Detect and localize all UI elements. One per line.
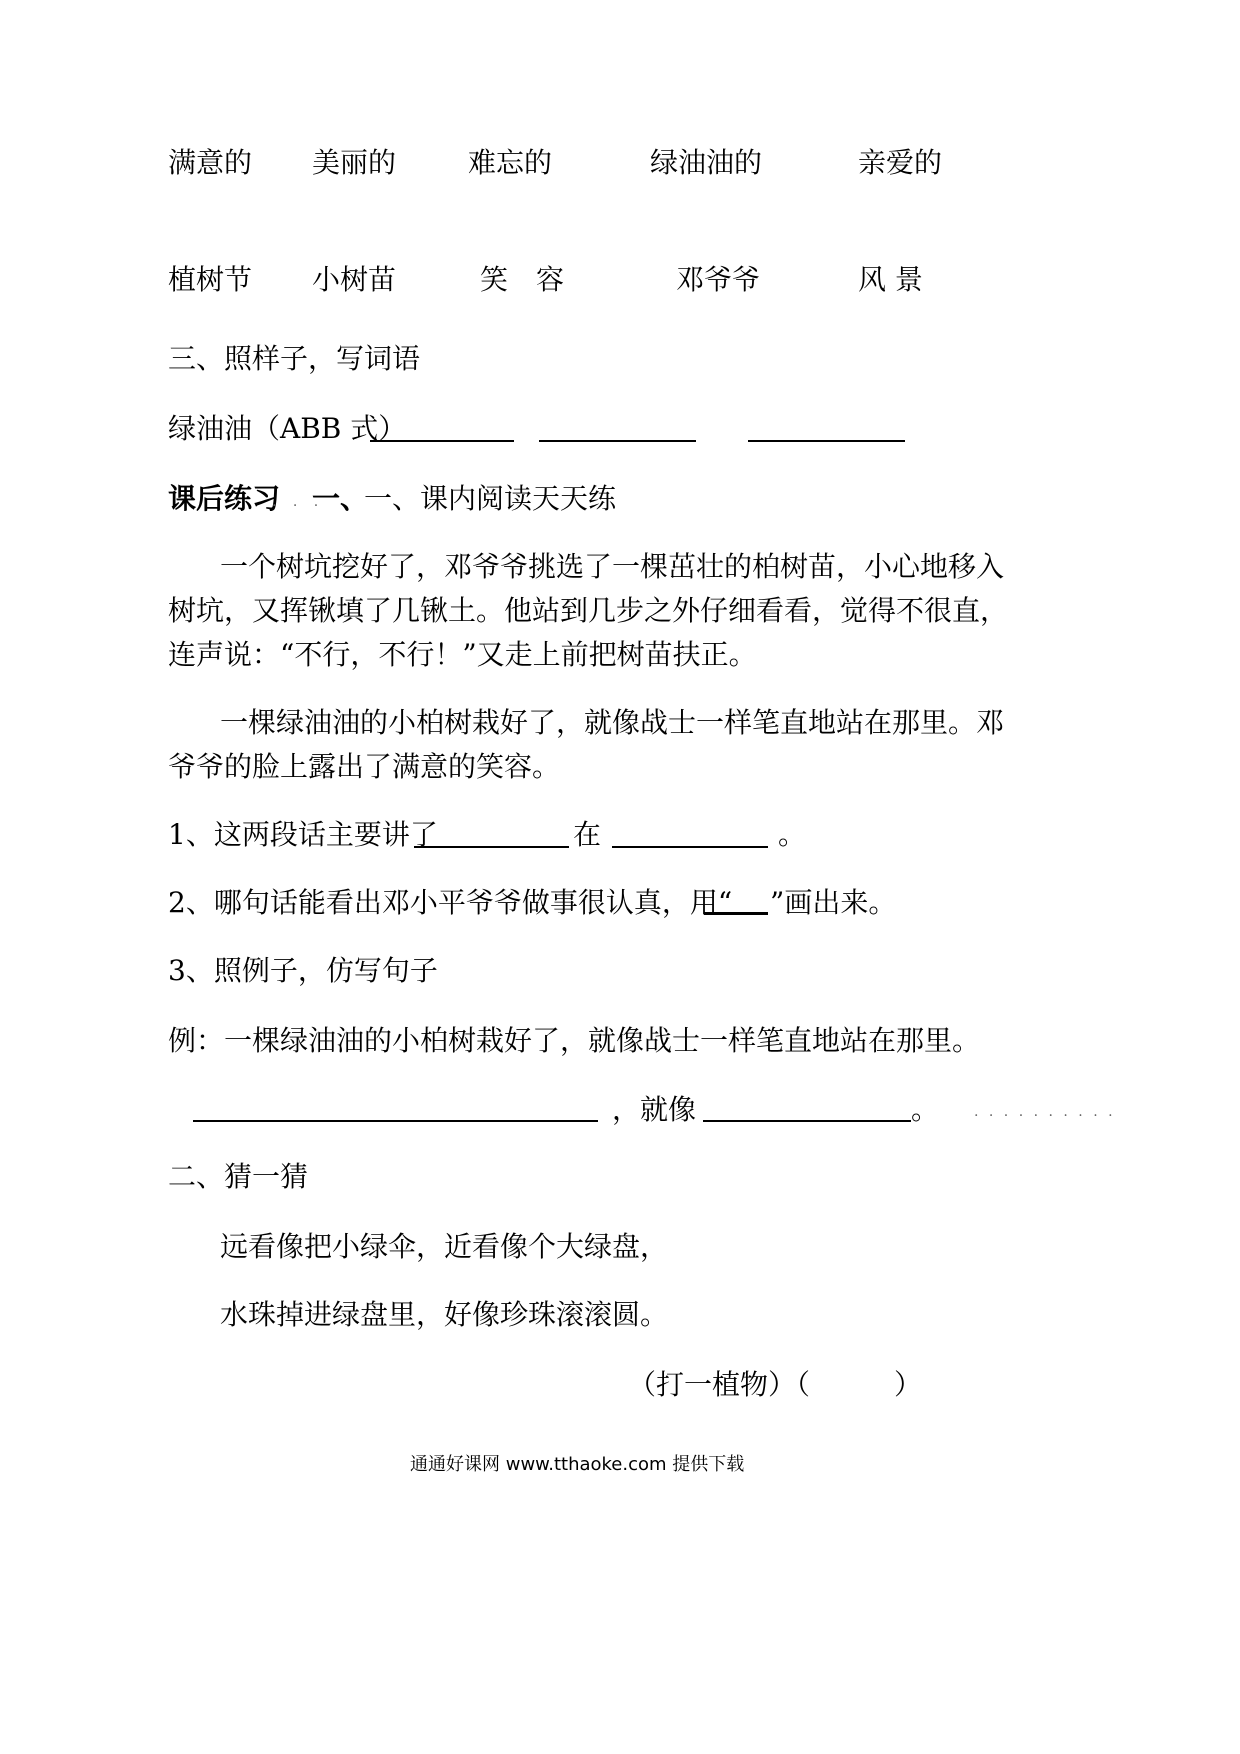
riddle-heading: 二、猜一猜 — [168, 1160, 309, 1193]
question-1: 1、这两段话主要讲了 — [168, 818, 438, 851]
word: 风 景 — [858, 263, 923, 296]
paragraph1-line1: 一个树坑挖好了，邓爷爷挑选了一棵茁壮的柏树苗，小心地移入 — [220, 550, 1005, 583]
q1-middle: 在 — [573, 818, 602, 851]
q1-blank-1[interactable] — [414, 846, 569, 848]
abb-blank-2[interactable] — [539, 440, 696, 442]
word: 绿油油的 — [650, 146, 763, 179]
question-3: 3、照例子，仿写句子 — [168, 954, 438, 987]
section1-heading-num: 一、 — [312, 482, 369, 515]
riddle-line-1: 远看像把小绿伞，近看像个大绿盘， — [220, 1230, 669, 1263]
paragraph2-line1: 一棵绿油油的小柏树栽好了，就像战士一样笔直地站在那里。邓 — [220, 706, 1005, 739]
section1-heading: 一、课内阅读天天练 — [364, 482, 617, 515]
word: 邓爷爷 — [676, 263, 761, 296]
q2-suffix: ”画出来。 — [770, 886, 897, 919]
word: 小树苗 — [312, 263, 397, 296]
footer-source: 通通好课网 www.tthaoke.com 提供下载 — [410, 1454, 745, 1475]
word: 满意的 — [168, 146, 253, 179]
abb-blank-1[interactable] — [370, 440, 514, 442]
riddle-hint: （打一植物）（ ） — [628, 1368, 923, 1401]
imitate-middle: ，就像 — [612, 1093, 697, 1126]
q1-end: 。 — [778, 818, 807, 851]
word: 难忘的 — [468, 146, 553, 179]
example-sentence: 例：一棵绿油油的小柏树栽好了，就像战士一样笔直地站在那里。 — [168, 1024, 981, 1057]
trailing-dots: . . . . . . . . . . — [974, 1104, 1116, 1120]
word: 美丽的 — [312, 146, 397, 179]
question-2: 2、哪句话能看出邓小平爷爷做事很认真，用“ — [168, 886, 733, 919]
riddle-line-2: 水珠掉进绿盘里，好像珍珠滚滚圆。 — [220, 1298, 669, 1331]
paragraph1-line3: 连声说：“不行，不行！”又走上前把树苗扶正。 — [168, 638, 757, 671]
paragraph2-line2: 爷爷的脸上露出了满意的笑容。 — [168, 750, 561, 783]
word: 亲爱的 — [858, 146, 943, 179]
practice-title: 课后练习 — [168, 482, 281, 515]
section3-heading: 三、照样子，写词语 — [168, 342, 421, 375]
word: 植树节 — [168, 263, 253, 296]
word: 笑 容 — [480, 263, 565, 296]
q1-blank-2[interactable] — [612, 846, 768, 848]
title-dots: . . . — [272, 494, 325, 510]
imitate-end: 。 — [911, 1093, 940, 1126]
imitate-blank-2[interactable] — [703, 1120, 911, 1122]
q2-underline-sample — [704, 912, 768, 915]
imitate-blank-1[interactable] — [193, 1120, 598, 1122]
abb-example-label: 绿油油（ABB 式） — [168, 412, 407, 445]
paragraph1-line2: 树坑，又挥锹填了几锹土。他站到几步之外仔细看看，觉得不很直， — [168, 594, 1009, 627]
abb-blank-3[interactable] — [748, 440, 905, 442]
